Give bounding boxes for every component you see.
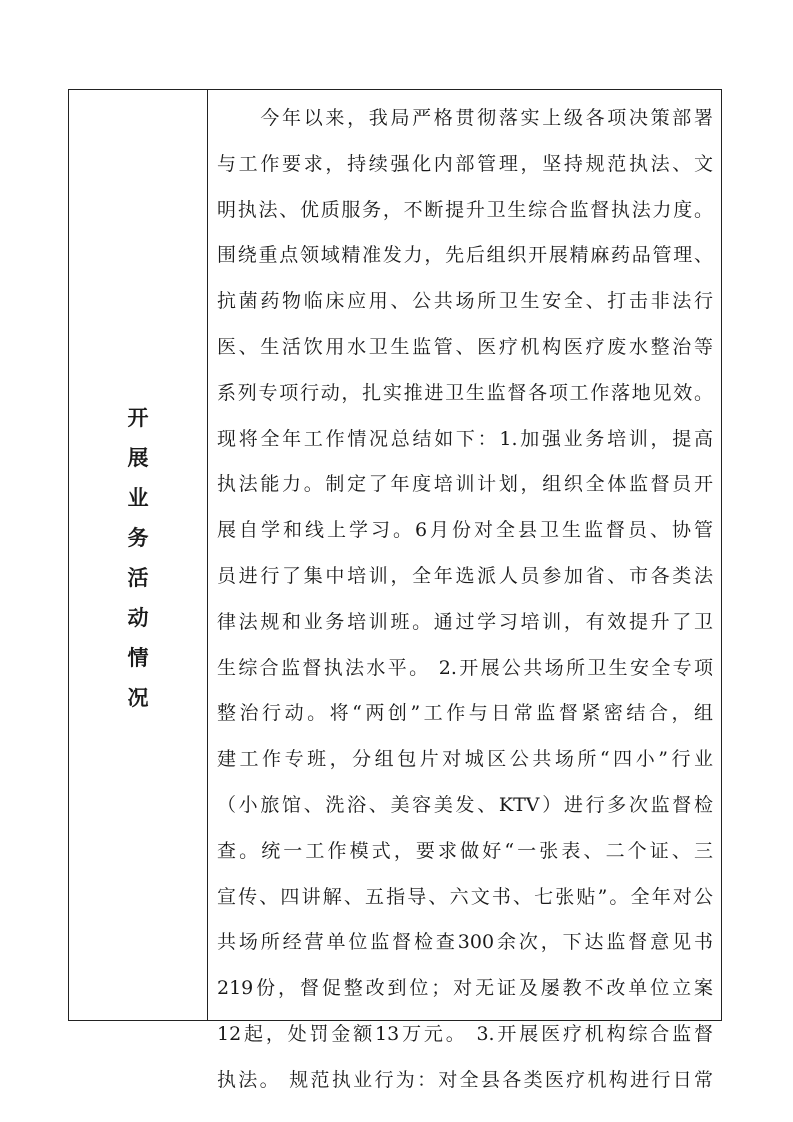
row-label-char: 业 <box>127 486 149 510</box>
row-label-cell <box>69 90 207 1020</box>
text-line: 今年以来，我局严格贯彻落实上级各项决策部署 <box>217 107 713 129</box>
row-label-char: 情 <box>127 646 149 670</box>
text-line: 查。统一工作模式，要求做好“一张表、二个证、三 <box>217 839 713 862</box>
text-line: 医、生活饮用水卫生监管、医疗机构医疗废水整治等 <box>217 335 713 358</box>
row-label-char: 况 <box>127 686 149 710</box>
content-cell <box>217 96 713 1104</box>
text-line: 生综合监督执法水平。 2.开展公共场所卫生安全专项 <box>217 656 713 679</box>
row-label-char: 活 <box>127 566 149 590</box>
text-line: 共场所经营单位监督检查300余次，下达监督意见书 <box>217 931 713 954</box>
text-line: 建工作专班，分组包片对城区公共场所“四小”行业 <box>217 748 713 771</box>
row-label-char: 展 <box>127 446 149 470</box>
text-line: 围绕重点领域精准发力，先后组织开展精麻药品管理、 <box>217 244 713 267</box>
text-line: 12起，处罚金额13万元。 3.开展医疗机构综合监督 <box>217 1022 713 1045</box>
text-line: 整治行动。将“两创”工作与日常监督紧密结合，组 <box>217 702 713 725</box>
text-line: 执法。 规范执业行为：对全县各类医疗机构进行日常 <box>217 1068 713 1091</box>
row-label-char: 动 <box>127 606 149 630</box>
text-line: 219份，督促整改到位；对无证及屡教不改单位立案 <box>217 977 713 1000</box>
row-label-char: 开 <box>127 406 149 430</box>
text-line: 展自学和线上学习。6月份对全县卫生监督员、协管 <box>217 519 713 542</box>
text-line: 系列专项行动，扎实推进卫生监督各项工作落地见效。 <box>217 381 713 404</box>
row-label-char: 务 <box>127 526 149 550</box>
text-line: 现将全年工作情况总结如下：1.加强业务培训，提高 <box>217 427 713 450</box>
report-table <box>68 89 722 1091</box>
text-line: （小旅馆、洗浴、美容美发、KTV）进行多次监督检 <box>217 793 713 816</box>
text-line: 律法规和业务培训班。通过学习培训，有效提升了卫 <box>217 610 713 633</box>
text-line: 执法能力。制定了年度培训计划，组织全体监督员开 <box>217 473 713 496</box>
text-line: 与工作要求，持续强化内部管理，坚持规范执法、文 <box>217 152 713 175</box>
text-line: 员进行了集中培训，全年选派人员参加省、市各类法 <box>217 564 713 587</box>
text-line: 抗菌药物临床应用、公共场所卫生安全、打击非法行 <box>217 290 713 313</box>
column-divider <box>207 90 208 1020</box>
text-line: 宣传、四讲解、五指导、六文书、七张贴”。全年对公 <box>217 885 713 908</box>
text-line: 明执法、优质服务，不断提升卫生综合监督执法力度。 <box>217 198 713 221</box>
